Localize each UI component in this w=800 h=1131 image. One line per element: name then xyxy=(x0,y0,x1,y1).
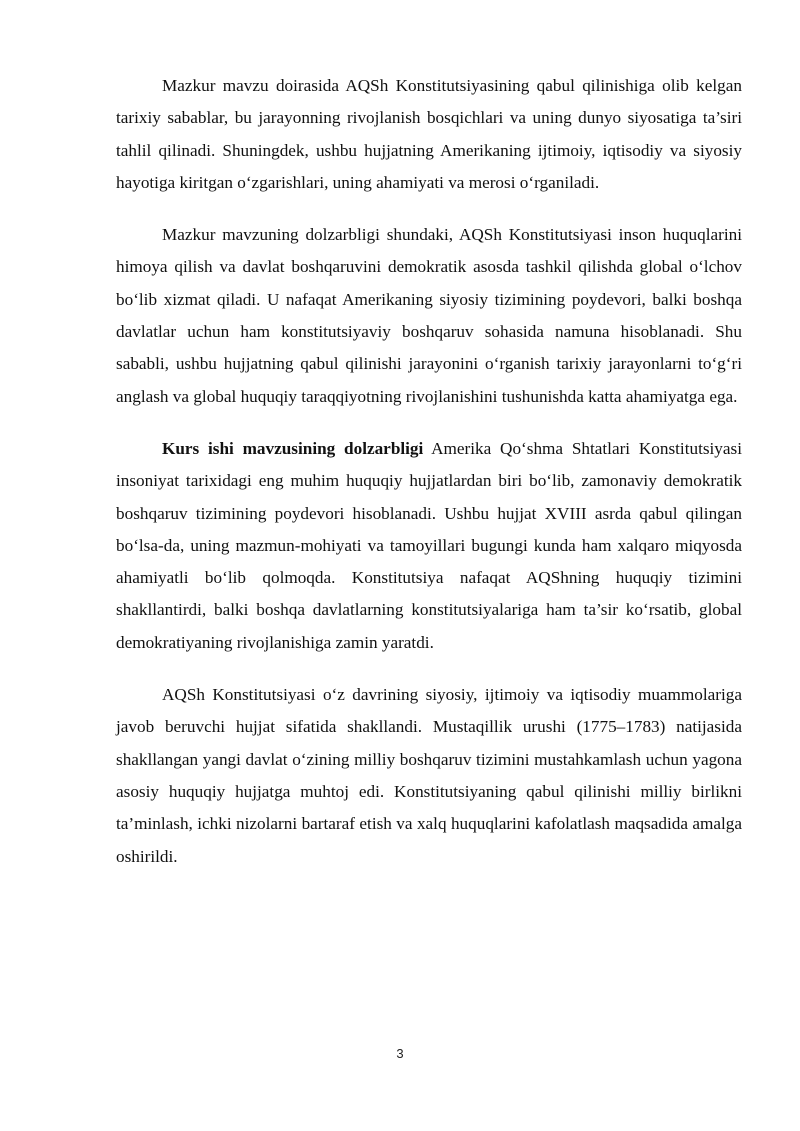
page-number: 3 xyxy=(396,1046,404,1061)
paragraph-3 xyxy=(116,433,742,659)
document-body xyxy=(116,70,742,893)
paragraph-3-bold-lead: Kurs ishi mavzusining dolzarbligi xyxy=(162,438,424,458)
paragraph-4-text: AQSh Konstitutsiyasi o‘z davrining siyosiy, ijtimoiy va iqtisodiy muammolariga javob beruvchi hujjat sifatida shakllandi. Mustaqillik urushi (1775–1783) natijasida shakllangan yangi davlat o‘zining milliy boshqaruv tizimini mustahkamlash uchun yagona asosiy huquqiy hujjatga muhtoj edi. Konstitutsiyaning qabul qilinishi milliy birlikni ta’minlash, ichki nizolarni bartaraf etish va xalq huquqlarini kafolatlash maqsadida amalga oshirildi. xyxy=(116,685,742,866)
paragraph-2-text: Mazkur mavzuning dolzarbligi shundaki, AQSh Konstitutsiyasi inson huquqlarini himoya qilish va davlat boshqaruvini demokratik asosda tashkil qilishda global o‘lchov bo‘lib xizmat qiladi. U nafaqat Amerikaning siyosiy tizimining poydevori, balki boshqa davlatlar uchun ham konstitutsiyaviy boshqaruv sohasida namuna hisoblanadi. Shu sababli, ushbu hujjatning qabul qilinishi jarayonini o‘rganish tarixiy jarayonlarni to‘g‘ri anglash va global huquqiy taraqqiyotning rivojlanishini tushunishda katta ahamiyatga ega. xyxy=(116,225,742,406)
paragraph-1 xyxy=(116,70,742,199)
paragraph-3-text: Amerika Qo‘shma Shtatlari Konstitutsiyasi insoniyat tarixidagi eng muhim huquqiy hujjatlardan biri bo‘lib, zamonaviy demokratik boshqaruv tizimining poydevori hisoblanadi. Ushbu hujjat XVIII asrda qabul qilingan bo‘lsa-da, uning mazmun-mohiyati va tamoyillari bugungi kunda ham xalqaro miqyosda ahamiyatli bo‘lib qolmoqda. Konstitutsiya nafaqat AQShning huquqiy tizimini shakllantirdi, balki boshqa davlatlarning konstitutsiyalariga ham ta’sir ko‘rsatib, global demokratiyaning rivojlanishiga zamin yaratdi. xyxy=(116,438,742,652)
paragraph-2 xyxy=(116,219,742,413)
paragraph-1-text: Mazkur mavzu doirasida AQSh Konstitutsiyasining qabul qilinishiga olib kelgan tarixiy sabablar, bu jarayonning rivojlanish bosqichlari va uning dunyo siyosatiga ta’siri tahlil qilinadi. Shuningdek, ushbu hujjatning Amerikaning ijtimoiy, iqtisodiy va siyosiy hayotiga kiritgan o‘zgarishlari, uning ahamiyati va merosi o‘rganiladi. xyxy=(116,76,742,192)
paragraph-4 xyxy=(116,679,742,873)
